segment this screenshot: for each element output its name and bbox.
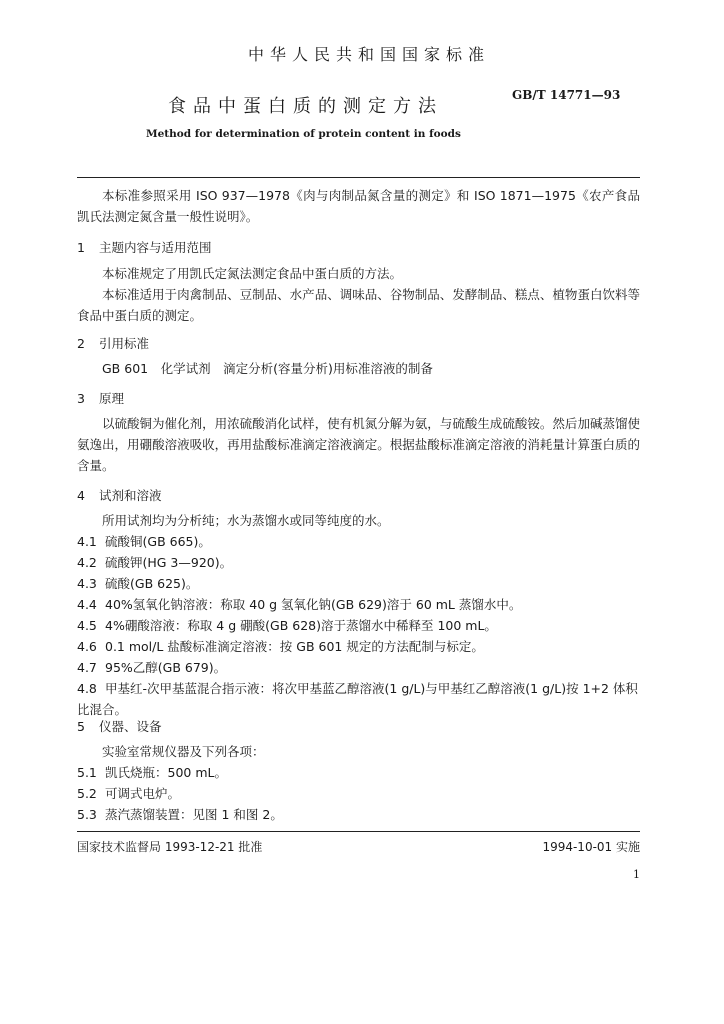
- implementation-date: 1994-10-01 实施: [542, 840, 640, 854]
- item-number: 4.2: [77, 555, 97, 570]
- paragraph: 本标准适用于肉禽制品、豆制品、水产品、调味品、谷物制品、发酵制品、糕点、植物蛋白饮料等食品中蛋白质的测定。: [77, 287, 640, 323]
- item-number: 4.1: [77, 534, 97, 549]
- paragraph: 实验室常规仪器及下列各项：: [102, 744, 265, 759]
- list-item: [77, 615, 640, 636]
- item-text: 40%氢氧化钠溶液：称取 40 g 氢氧化钠(GB 629)溶于 60 mL 蒸馏水中。: [105, 597, 522, 612]
- section-title: 原理: [99, 391, 125, 406]
- item-text: 95%乙醇(GB 679)。: [105, 660, 227, 675]
- item-text: 甲基红-次甲基蓝混合指示液：将次甲基蓝乙醇溶液(1 g/L)与甲基红乙醇溶液(1 g/L)按 1+2 体积比混合。: [77, 681, 638, 717]
- list-item: [77, 762, 640, 783]
- list-item: [77, 636, 640, 657]
- item-number: 4.6: [77, 639, 97, 654]
- item-number: 4.5: [77, 618, 97, 633]
- section-number: 5: [77, 719, 85, 734]
- item-number: 5.1: [77, 765, 97, 780]
- section-heading: [77, 486, 162, 504]
- item-text: 硫酸铜(GB 665)。: [105, 534, 211, 549]
- item-number: 4.3: [77, 576, 97, 591]
- section-number: 2: [77, 336, 85, 351]
- paragraph: 以硫酸铜为催化剂，用浓硫酸消化试样，使有机氮分解为氨，与硫酸生成硫酸铵。然后加碱蒸馏使氨逸出，用硼酸溶液吸收，再用盐酸标准滴定溶液滴定。根据盐酸标准滴定溶液的消耗量计算蛋白质的含量。: [77, 416, 640, 473]
- item-text: 蒸汽蒸馏装置：见图 1 和图 2。: [105, 807, 283, 822]
- approval-line: 国家技术监督局 1993-12-21 批准: [77, 840, 263, 854]
- item-number: 4.4: [77, 597, 97, 612]
- section-heading: [77, 238, 212, 256]
- list-item: [77, 531, 640, 552]
- section-heading: [77, 717, 162, 735]
- list-item: [77, 573, 640, 594]
- standard-code: GB/T 14771—93: [512, 88, 621, 102]
- paragraph: 本标准规定了用凯氏定氮法测定食品中蛋白质的方法。: [102, 266, 403, 281]
- item-text: 凯氏烧瓶：500 mL。: [105, 765, 227, 780]
- section-number: 3: [77, 391, 85, 406]
- item-number: 4.8: [77, 681, 97, 696]
- section-heading: [77, 334, 149, 352]
- item-text: 可调式电炉。: [105, 786, 181, 801]
- page-number: 1: [633, 868, 640, 881]
- document-title: 食品中蛋白质的测定方法: [168, 96, 443, 117]
- section-number: 4: [77, 488, 85, 503]
- intro-paragraph: 本标准参照采用 ISO 937—1978《肉与肉制品氮含量的测定》和 ISO 1871—1975《农产食品凯氏法测定氮含量一般性说明》。: [77, 188, 640, 224]
- item-text: 硫酸(GB 625)。: [105, 576, 199, 591]
- list-item: [77, 804, 640, 825]
- paragraph: GB 601 化学试剂 滴定分析(容量分析)用标准溶液的制备: [102, 361, 433, 376]
- section-title: 主题内容与适用范围: [99, 240, 212, 255]
- section-heading: [77, 389, 124, 407]
- standard-organization-heading: 中华人民共和国国家标准: [247, 45, 490, 64]
- item-text: 4%硼酸溶液：称取 4 g 硼酸(GB 628)溶于蒸馏水中稀释至 100 mL。: [105, 618, 497, 633]
- section-number: 1: [77, 240, 85, 255]
- header-divider: [77, 177, 640, 178]
- section-title: 试剂和溶液: [99, 488, 162, 503]
- item-number: 5.2: [77, 786, 97, 801]
- list-item: [77, 783, 640, 804]
- paragraph: 所用试剂均为分析纯；水为蒸馏水或同等纯度的水。: [102, 513, 390, 528]
- list-item: [77, 552, 640, 573]
- list-item: [77, 594, 640, 615]
- section-title: 仪器、设备: [99, 719, 162, 734]
- english-title: Method for determination of protein content in foods: [146, 128, 461, 140]
- item-text: 0.1 mol/L 盐酸标准滴定溶液：按 GB 601 规定的方法配制与标定。: [105, 639, 484, 654]
- list-item: [77, 678, 640, 720]
- item-number: 5.3: [77, 807, 97, 822]
- footer-divider: [77, 831, 640, 832]
- section-title: 引用标准: [99, 336, 150, 351]
- list-item: [77, 657, 640, 678]
- item-number: 4.7: [77, 660, 97, 675]
- item-text: 硫酸钾(HG 3—920)。: [105, 555, 233, 570]
